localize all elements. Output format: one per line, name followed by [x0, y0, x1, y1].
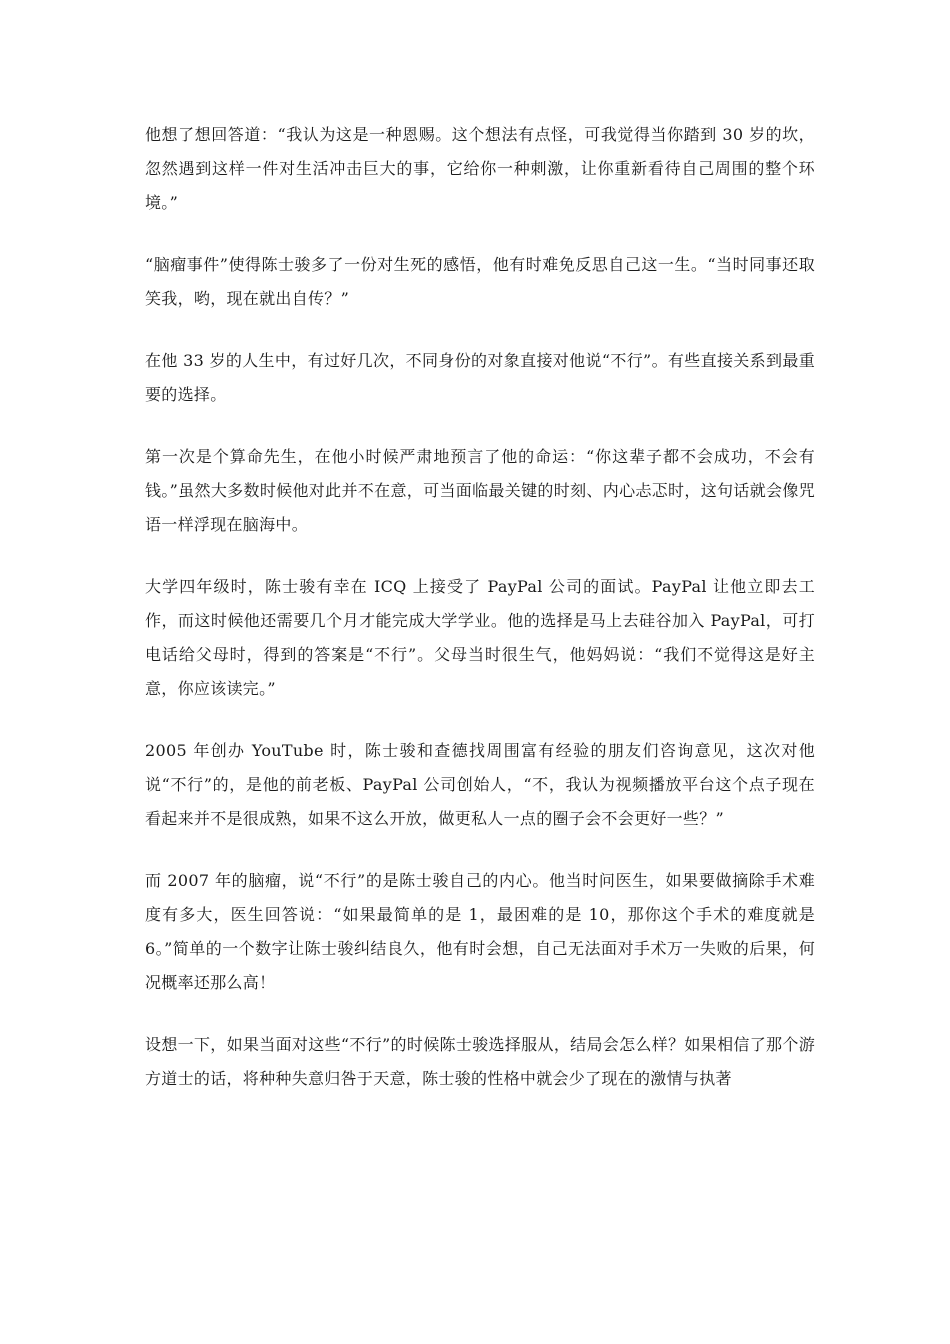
- paragraph-5: 大学四年级时，陈士骏有幸在 ICQ 上接受了 PayPal 公司的面试。PayPal 让他立即去工作，而这时候他还需要几个月才能完成大学学业。他的选择是马上去硅谷加入 PayPal，可打电话给父母时，得到的答案是“不行”。父母当时很生气，他妈妈说：“我们不觉得这是好主意，你应该读完。”: [145, 577, 815, 698]
- paragraph-1: 他想了想回答道：“我认为这是一种恩赐。这个想法有点怪，可我觉得当你踏到 30 岁的坎，忽然遇到这样一件对生活冲击巨大的事，它给你一种刺激，让你重新看待自己周围的整个环境。”: [145, 125, 815, 212]
- paragraph-8: 设想一下，如果当面对这些“不行”的时候陈士骏选择服从，结局会怎么样？如果相信了那个游方道士的话，将种种失意归咎于天意，陈士骏的性格中就会少了现在的激情与执著: [145, 1035, 815, 1088]
- paragraph-6: 2005 年创办 YouTube 时，陈士骏和查德找周围富有经验的朋友们咨询意见，这次对他说“不行”的，是他的前老板、PayPal 公司创始人，“不，我认为视频播放平台这个点子现在看起来并不是很成熟，如果不这么开放，做更私人一点的圈子会不会更好一些？”: [145, 741, 815, 828]
- paragraph-7: 而 2007 年的脑瘤，说“不行”的是陈士骏自己的内心。他当时问医生，如果要做摘除手术难度有多大，医生回答说：“如果最简单的是 1，最困难的是 10，那你这个手术的难度就是 6。”简单的一个数字让陈士骏纠结良久，他有时会想，自己无法面对手术万一失败的后果，何况概率还那么高！: [145, 871, 815, 992]
- document-body: [145, 118, 815, 1124]
- paragraph-4: 第一次是个算命先生，在他小时候严肃地预言了他的命运：“你这辈子都不会成功，不会有钱。”虽然大多数时候他对此并不在意，可当面临最关键的时刻、内心忐忑时，这句话就会像咒语一样浮现在脑海中。: [145, 447, 815, 534]
- paragraph-3: 在他 33 岁的人生中，有过好几次，不同身份的对象直接对他说“不行”。有些直接关系到最重要的选择。: [145, 351, 815, 404]
- paragraph-2: “脑瘤事件”使得陈士骏多了一份对生死的感悟，他有时难免反思自己这一生。“当时同事还取笑我，哟，现在就出自传？”: [145, 255, 815, 308]
